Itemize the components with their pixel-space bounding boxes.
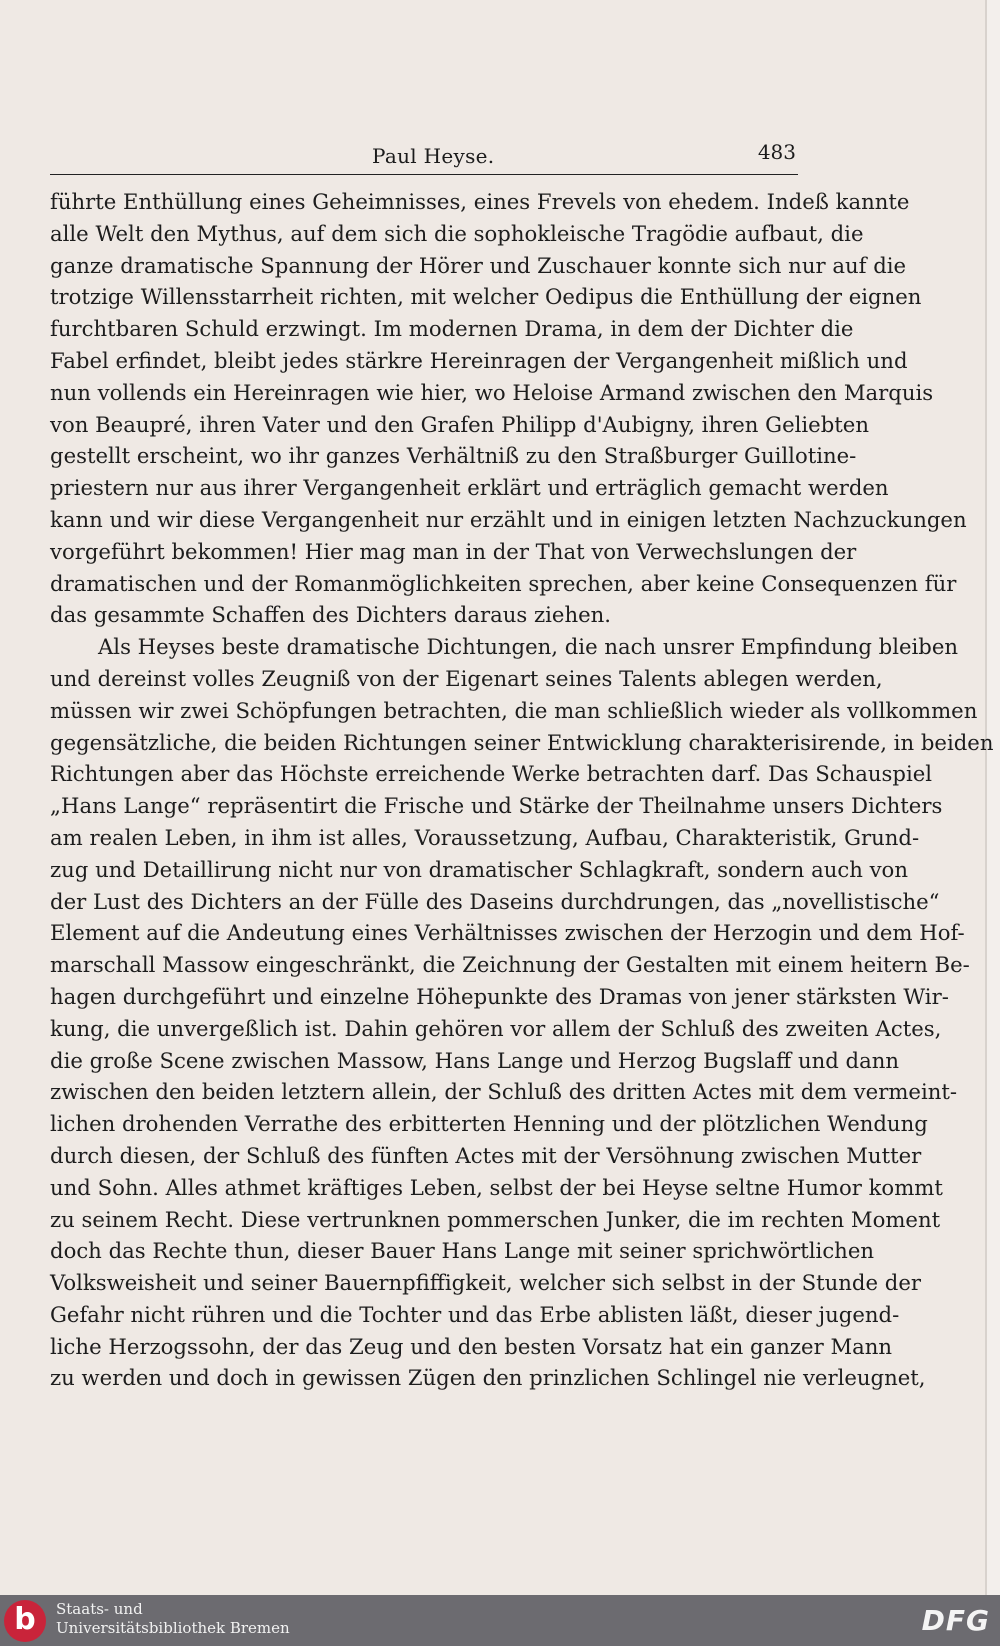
text-line: und dereinst volles Zeugniß von der Eigenart seines Talents ablegen werden,: [50, 665, 883, 691]
text-line: und Sohn. Alles athmet kräftiges Leben, selbst der bei Heyse seltne Humor kommt: [50, 1174, 943, 1200]
text-line: „Hans Lange“ repräsentirt die Frische und Stärke der Theilnahme unsers Dichters: [50, 793, 943, 819]
text-line: durch diesen, der Schluß des fünften Actes mit der Versöhnung zwischen Mutter: [50, 1142, 922, 1168]
text-line: vorgeführt bekommen! Hier mag man in der That von Verwechslungen der: [50, 538, 857, 564]
text-line: das gesammte Schaffen des Dichters daraus ziehen.: [50, 602, 612, 628]
text-line: am realen Leben, in ihm ist alles, Voraussetzung, Aufbau, Charakteristik, Grund-: [50, 824, 920, 850]
library-name-line-2: Universitätsbibliothek Bremen: [56, 1619, 290, 1637]
text-line: müssen wir zwei Schöpfungen betrachten, die man schließlich wieder als vollkommen: [50, 697, 978, 723]
footer-bar: [0, 1595, 1000, 1646]
text-line: zug und Detaillirung nicht nur von dramatischer Schlagkraft, sondern auch von: [50, 856, 908, 882]
page-header: [50, 140, 798, 175]
text-line: gestellt erscheint, wo ihr ganzes Verhältniß zu den Straßburger Guillotine-: [50, 443, 857, 469]
text-line: Fabel erfindet, bleibt jedes stärkre Hereinragen der Vergangenheit mißlich und: [50, 347, 908, 373]
text-line: doch das Rechte thun, dieser Bauer Hans Lange mit seiner sprichwörtlichen: [50, 1238, 875, 1264]
text-line: nun vollends ein Hereinragen wie hier, wo Heloise Armand zwischen den Marquis: [50, 379, 934, 405]
text-line: liche Herzogssohn, der das Zeug und den besten Vorsatz hat ein ganzer Mann: [50, 1333, 893, 1359]
body-text: [50, 186, 994, 1394]
text-line: furchtbaren Schuld erzwingt. Im modernen Drama, in dem der Dichter die: [50, 316, 854, 342]
text-line: von Beaupré, ihren Vater und den Grafen Philipp d'Aubigny, ihren Geliebten: [50, 411, 869, 437]
library-name[interactable]: [56, 1600, 290, 1638]
text-line: zu werden und doch in gewissen Zügen den prinzlichen Schlingel nie verleugnet,: [50, 1365, 926, 1391]
text-line: Als Heyses beste dramatische Dichtungen, die nach unsrer Empfindung bleiben: [98, 634, 959, 660]
text-line: hagen durchgeführt und einzelne Höhepunkte des Dramas von jener stärksten Wir-: [50, 983, 949, 1009]
text-line: kung, die unvergeßlich ist. Dahin gehören vor allem der Schluß des zweiten Actes,: [50, 1015, 942, 1041]
text-line: zwischen den beiden letztern allein, der Schluß des dritten Actes mit dem vermeint-: [50, 1079, 958, 1105]
running-head: Paul Heyse.: [372, 144, 495, 168]
text-line: trotzige Willensstarrheit richten, mit welcher Oedipus die Enthüllung der eignen: [50, 284, 922, 310]
library-name-line-1: Staats- und: [56, 1600, 143, 1618]
text-line: zu seinem Recht. Diese vertrunknen pommerschen Junker, die im rechten Moment: [50, 1206, 941, 1232]
library-logo-icon[interactable]: b: [4, 1600, 46, 1642]
text-line: der Lust des Dichters an der Fülle des Daseins durchdrungen, das „novellistische“: [50, 888, 940, 914]
text-line: die große Scene zwischen Massow, Hans Lange und Herzog Bugslaff und dann: [50, 1047, 900, 1073]
text-line: Element auf die Andeutung eines Verhältnisses zwischen der Herzogin und dem Hof-: [50, 920, 965, 946]
text-line: alle Welt den Mythus, auf dem sich die sophokleische Tragödie aufbaut, die: [50, 220, 864, 246]
text-line: führte Enthüllung eines Geheimnisses, eines Frevels von ehedem. Indeß kannte: [50, 189, 910, 214]
text-line: priestern nur aus ihrer Vergangenheit erklärt und erträglich gemacht werden: [50, 475, 889, 501]
text-line: Gefahr nicht rühren und die Tochter und das Erbe ablisten läßt, dieser jugend-: [50, 1301, 900, 1327]
text-line: kann und wir diese Vergangenheit nur erzählt und in einigen letzten Nachzuckungen: [50, 506, 967, 532]
text-line: marschall Massow eingeschränkt, die Zeichnung der Gestalten mit einem heitern Be-: [50, 952, 970, 978]
text-line: lichen drohenden Verrathe des erbitterten Henning und der plötzlichen Wendung: [50, 1111, 928, 1137]
dfg-logo[interactable]: DFG: [921, 1604, 990, 1637]
page-number: 483: [757, 140, 796, 164]
text-line: gegensätzliche, die beiden Richtungen seiner Entwicklung charakterisirende, in beiden: [50, 729, 994, 755]
text-line: Volksweisheit und seiner Bauernpfiffigkeit, welcher sich selbst in der Stunde der: [50, 1270, 921, 1296]
text-line: ganze dramatische Spannung der Hörer und Zuschauer konnte sich nur auf die: [50, 252, 907, 278]
text-line: Richtungen aber das Höchste erreichende Werke betrachten darf. Das Schauspiel: [50, 761, 933, 787]
text-line: dramatischen und der Romanmöglichkeiten sprechen, aber keine Consequenzen für: [50, 570, 957, 596]
